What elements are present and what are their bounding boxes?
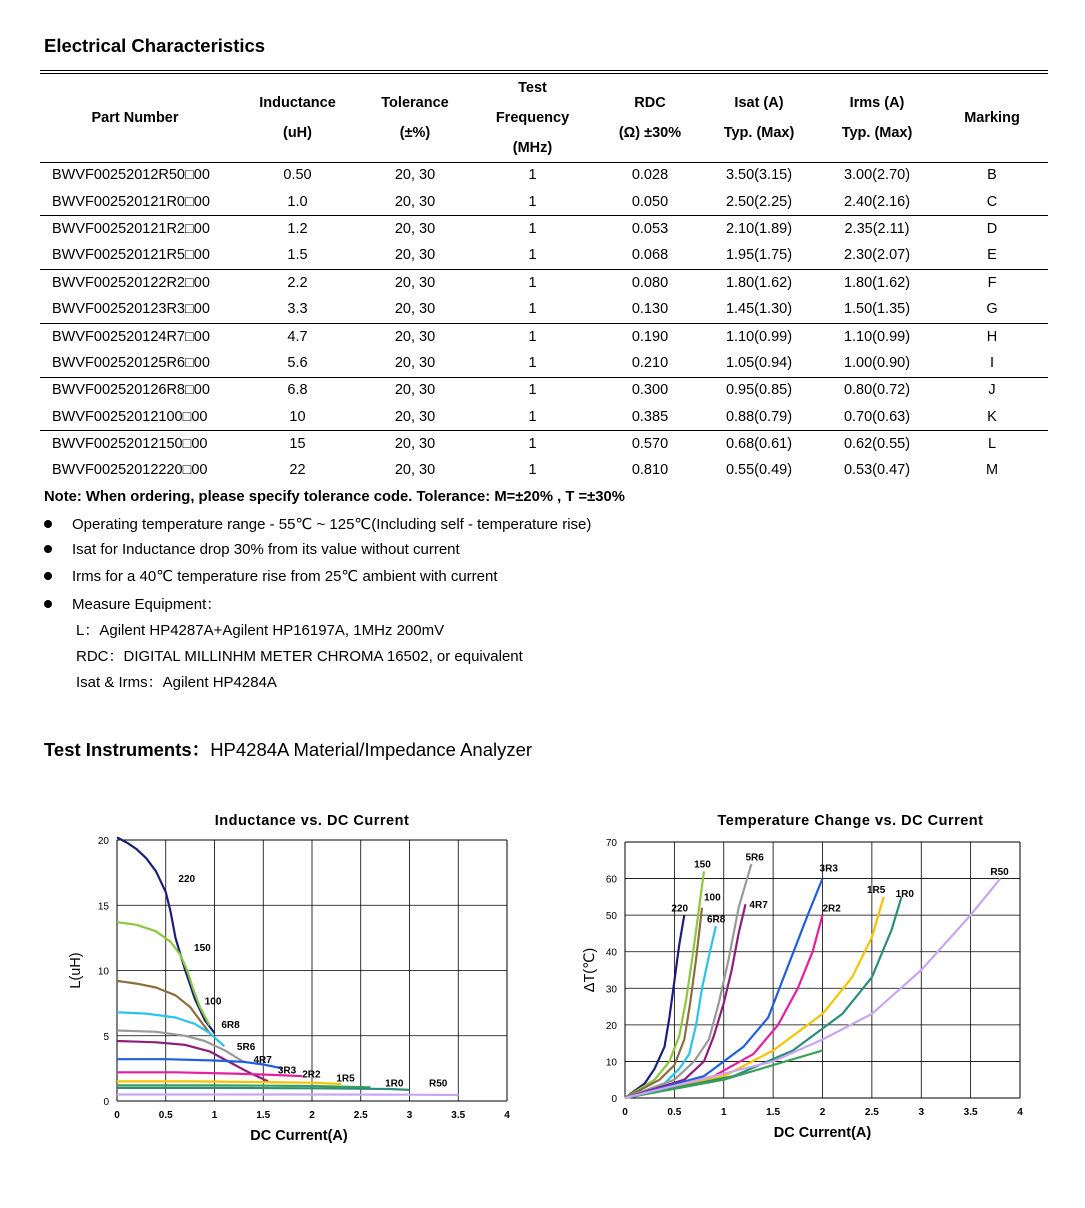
table-cell: 2.50(2.25): [725, 193, 793, 210]
bullet-temp-range: [44, 515, 591, 533]
table-cell: 15: [230, 431, 365, 458]
column-header: [365, 76, 465, 162]
table-row: [40, 162, 1048, 189]
table-cell: 0.62(0.55): [818, 431, 936, 458]
column-header: [600, 76, 700, 162]
series-label: 1R5: [866, 885, 886, 897]
x-tick-label: 1.5: [256, 1110, 271, 1121]
bullet-text: Operating temperature range - 55℃ ~ 125℃(Including self - temperature rise): [72, 516, 592, 533]
series-label: 220: [178, 873, 196, 885]
table-cell: 1: [528, 167, 537, 184]
table-cell: 1: [528, 193, 537, 210]
chart-title: Temperature Change vs. DC Current: [717, 813, 984, 829]
header-text: Test: [518, 80, 547, 97]
y-tick-label: 40: [605, 947, 617, 959]
series-label: 220: [671, 903, 689, 915]
column-header: [936, 76, 1048, 162]
table-cell: 20, 30: [394, 247, 436, 264]
table-cell: 2.40(2.16): [843, 193, 911, 210]
table-cell: 0.028: [631, 167, 669, 184]
x-tick-label: 2: [309, 1110, 315, 1121]
ordering-note: Note: When ordering, please specify tolerance code. Tolerance: M=±20% , T =±30%: [44, 489, 625, 505]
table-cell: 1: [528, 247, 537, 264]
table-cell: 0.55(0.49): [725, 462, 793, 479]
header-text: Inductance: [259, 95, 336, 112]
series-label: 2R2: [822, 903, 841, 915]
table-cell: H: [936, 323, 1048, 350]
table-cell: 20, 30: [365, 270, 465, 297]
y-tick-label: 0: [611, 1094, 617, 1105]
column-header: [818, 76, 936, 162]
table-cell: 0.70(0.63): [843, 408, 911, 425]
table-cell: 20, 30: [394, 167, 436, 184]
table-row: [40, 404, 1048, 431]
y-tick-label: 30: [605, 984, 617, 996]
table-cell: BWVF00252012220□00: [52, 462, 208, 479]
series-label: 3R3: [277, 1065, 297, 1077]
series-line-150: [117, 922, 210, 1025]
table-cell: 1: [528, 462, 537, 479]
table-cell: 20, 30: [365, 377, 465, 404]
x-tick-label: 2.5: [864, 1107, 879, 1118]
bullet-dot: [44, 572, 52, 580]
series-label: 5R6: [745, 852, 764, 864]
table-cell: 0.50: [283, 167, 312, 184]
table-cell: C: [986, 193, 998, 210]
series-line-1r5: [117, 1081, 341, 1084]
table-cell: 20, 30: [365, 216, 465, 243]
series-label: R50: [990, 866, 1009, 878]
table-cell: 5.6: [287, 354, 308, 371]
table-cell: 20, 30: [394, 462, 436, 479]
x-tick-label: 3.5: [963, 1107, 978, 1118]
bullet-isat: [44, 541, 460, 558]
series-line-220: [625, 915, 684, 1098]
table-row: [40, 189, 1048, 216]
column-header: [230, 76, 365, 162]
table-cell: 3.00(2.70): [843, 167, 911, 184]
table-cell: 0.050: [631, 193, 669, 210]
table-cell: I: [989, 354, 995, 371]
series-label: 6R8: [221, 1019, 240, 1031]
table-cell: G: [986, 301, 998, 318]
series-label: 4R7: [749, 899, 768, 911]
x-tick-label: 0.5: [158, 1110, 173, 1121]
column-header: [700, 76, 818, 162]
x-axis-label: DC Current(A): [773, 1125, 872, 1141]
table-cell: 1.80(1.62): [700, 270, 818, 297]
inductance-chart: [60, 805, 530, 1155]
series-label: 150: [694, 859, 711, 871]
table-cell: BWVF002520122R2□00: [40, 270, 230, 297]
table-cell: 0.068: [631, 247, 669, 264]
table-cell: BWVF002520125R6□00: [52, 354, 210, 371]
series-label: 1R0: [895, 888, 914, 900]
table-cell: BWVF00252012150□00: [40, 431, 230, 458]
series-line-r50: [117, 1095, 458, 1096]
table-row: [40, 377, 1048, 404]
x-tick-label: 2.5: [353, 1110, 368, 1121]
table-cell: 0.385: [631, 408, 669, 425]
table-cell: 0.95(0.85): [700, 377, 818, 404]
series-label: 4R7: [253, 1055, 272, 1067]
table-cell: 20, 30: [365, 431, 465, 458]
table-cell: 1.80(1.62): [818, 270, 936, 297]
y-tick-label: 10: [97, 966, 109, 978]
x-axis-label: DC Current(A): [250, 1128, 348, 1144]
bullet-dot: [44, 600, 52, 608]
table-cell: 1.5: [287, 247, 308, 264]
table-cell: BWVF002520121R0□00: [52, 193, 210, 210]
header-text: Marking: [964, 110, 1020, 127]
table-row: [40, 296, 1048, 323]
x-tick-label: 2: [819, 1107, 826, 1118]
table-cell: 1.95(1.75): [725, 247, 793, 264]
table-cell: 2.30(2.07): [843, 247, 911, 264]
table-cell: 1: [465, 377, 600, 404]
table-cell: BWVF002520123R3□00: [52, 301, 210, 318]
table-cell: 22: [289, 462, 306, 479]
bullet-text: Measure Equipment：: [72, 596, 222, 613]
x-tick-label: 0.5: [667, 1107, 682, 1118]
table-cell: 1.10(0.99): [818, 323, 936, 350]
measure-line-isat: Isat & Irms：Agilent HP4284A: [76, 674, 277, 691]
test-instruments-label: Test Instruments：: [44, 739, 211, 760]
top-rule: [40, 70, 1048, 71]
table-cell: 0.88(0.79): [725, 408, 793, 425]
y-tick-label: 10: [605, 1057, 617, 1069]
test-instruments-value: HP4284A Material/Impedance Analyzer: [210, 739, 533, 760]
series-line-2r2: [117, 1072, 302, 1076]
x-tick-label: 0: [622, 1107, 628, 1118]
measure-line-l: L：Agilent HP4287A+Agilent HP16197A, 1MHz 200mV: [76, 622, 445, 639]
bullet-irms: [44, 567, 498, 585]
header-text: (Ω) ±30%: [618, 125, 682, 142]
bullet-text: Isat for Inductance drop 30% from its value without current: [72, 541, 460, 558]
table-cell: BWVF002520121R5□00: [52, 247, 210, 264]
x-tick-label: 1: [720, 1107, 727, 1118]
table-cell: BWVF002520124R7□00: [40, 323, 230, 350]
table-cell: BWVF00252012R50□00: [52, 167, 210, 184]
y-tick-label: 0: [103, 1097, 109, 1108]
table-cell: 3.3: [287, 301, 308, 318]
section-title: Electrical Characteristics: [44, 35, 266, 56]
table-row: [40, 431, 1048, 458]
table-cell: 1.50(1.35): [843, 301, 911, 318]
series-label: 6R8: [706, 914, 726, 926]
table-cell: 20, 30: [394, 354, 436, 371]
column-header: [465, 76, 600, 162]
y-tick-label: 15: [97, 901, 109, 913]
table-header-row: [40, 76, 1048, 162]
top-rule-2: [40, 73, 1048, 74]
y-tick-label: 5: [103, 1031, 109, 1043]
table-cell: 20, 30: [394, 408, 436, 425]
bullet-measure: [44, 593, 221, 614]
y-axis-label: L(uH): [68, 952, 84, 989]
table-cell: B: [987, 167, 997, 184]
header-text: Typ. (Max): [723, 125, 795, 142]
x-tick-label: 3.5: [451, 1110, 466, 1121]
bullet-text: Irms for a 40℃ temperature rise from 25℃ ambient with current: [72, 568, 498, 585]
series-label: 1R0: [385, 1078, 404, 1090]
test-instruments: [44, 736, 532, 762]
table-cell: 0.570: [600, 431, 700, 458]
table-cell: 0.810: [631, 462, 669, 479]
table-cell: 1.45(1.30): [725, 301, 793, 318]
table-cell: 4.7: [230, 323, 365, 350]
header-text: Tolerance: [381, 95, 449, 112]
header-text: (MHz): [512, 140, 553, 157]
table-row: [40, 458, 1048, 484]
table-cell: 1: [465, 431, 600, 458]
y-tick-label: 70: [605, 838, 617, 849]
y-tick-label: 50: [605, 911, 617, 923]
table-cell: 10: [289, 408, 306, 425]
y-tick-label: 20: [97, 836, 109, 847]
table-row: [40, 216, 1048, 243]
table-cell: 0.210: [631, 354, 669, 371]
x-tick-label: 0: [114, 1110, 120, 1121]
header-text: (±%): [399, 125, 431, 142]
column-header: [40, 76, 230, 162]
table-cell: BWVF00252012100□00: [52, 408, 208, 425]
table-cell: 1.00(0.90): [843, 354, 911, 371]
table-cell: 0.190: [600, 323, 700, 350]
header-text: Isat (A): [734, 95, 784, 112]
header-text: Typ. (Max): [841, 125, 913, 142]
table-cell: D: [936, 216, 1048, 243]
y-axis-label: ΔT(℃): [582, 947, 598, 993]
table-cell: 6.8: [230, 377, 365, 404]
series-label: 100: [704, 892, 721, 904]
table-cell: 0.80(0.72): [818, 377, 936, 404]
x-tick-label: 4: [1017, 1107, 1023, 1118]
table-cell: 1: [465, 216, 600, 243]
table-cell: 1: [528, 408, 537, 425]
table-cell: 0.053: [600, 216, 700, 243]
table-cell: E: [987, 247, 997, 264]
table-cell: 1.0: [287, 193, 308, 210]
table-row: [40, 270, 1048, 297]
table-cell: 20, 30: [365, 323, 465, 350]
header-text: (uH): [283, 125, 312, 142]
x-tick-label: 3: [918, 1107, 925, 1118]
header-text: Part Number: [91, 110, 179, 127]
table-cell: 0.080: [600, 270, 700, 297]
bullet-dot: [44, 545, 52, 553]
series-label: 100: [204, 996, 222, 1008]
table-cell: M: [985, 462, 999, 479]
table-cell: 1: [528, 301, 537, 318]
series-label: R50: [429, 1078, 448, 1090]
header-text: Frequency: [495, 110, 570, 127]
table-cell: 1.05(0.94): [725, 354, 793, 371]
series-label: 2R2: [302, 1069, 321, 1081]
table-cell: 0.300: [600, 377, 700, 404]
table-cell: 1.2: [230, 216, 365, 243]
table-cell: 20, 30: [394, 301, 436, 318]
chart-title: Inductance vs. DC Current: [214, 813, 410, 829]
table-row: [40, 323, 1048, 350]
x-tick-label: 3: [406, 1110, 413, 1121]
table-cell: 1.10(0.99): [700, 323, 818, 350]
table-cell: K: [987, 408, 997, 425]
table-row: [40, 243, 1048, 270]
table-cell: 3.50(3.15): [725, 167, 793, 184]
table-cell: 0.68(0.61): [700, 431, 818, 458]
table-cell: 1: [465, 323, 600, 350]
electrical-characteristics-table: [40, 76, 1048, 484]
series-label: 150: [194, 942, 211, 954]
header-text: RDC: [634, 95, 666, 112]
x-tick-label: 4: [504, 1110, 510, 1121]
table-cell: 2.10(1.89): [700, 216, 818, 243]
table-cell: F: [936, 270, 1048, 297]
x-tick-label: 1.5: [766, 1107, 781, 1118]
header-text: Irms (A): [849, 95, 905, 112]
table-cell: L: [936, 431, 1048, 458]
series-label: 3R3: [819, 863, 838, 875]
temperature-chart: [565, 805, 1045, 1155]
series-label: 5R6: [236, 1042, 256, 1054]
table-cell: 2.2: [230, 270, 365, 297]
y-tick-label: 20: [605, 1020, 617, 1032]
measure-line-rdc: RDC：DIGITAL MILLINHM METER CHROMA 16502, or equivalent: [76, 648, 523, 665]
table-cell: 1: [528, 354, 537, 371]
y-tick-label: 60: [605, 874, 617, 886]
table-cell: J: [936, 377, 1048, 404]
series-label: 1R5: [336, 1073, 355, 1085]
table-cell: 2.35(2.11): [818, 216, 936, 243]
table-cell: BWVF002520126R8□00: [40, 377, 230, 404]
x-tick-label: 1: [211, 1110, 218, 1121]
bullet-dot: [44, 520, 52, 528]
table-cell: 0.130: [631, 301, 669, 318]
table-cell: 0.53(0.47): [843, 462, 911, 479]
series-line-5r6: [117, 1031, 244, 1062]
table-cell: BWVF002520121R2□00: [40, 216, 230, 243]
table-cell: 1: [465, 270, 600, 297]
table-cell: 20, 30: [394, 193, 436, 210]
table-row: [40, 350, 1048, 377]
